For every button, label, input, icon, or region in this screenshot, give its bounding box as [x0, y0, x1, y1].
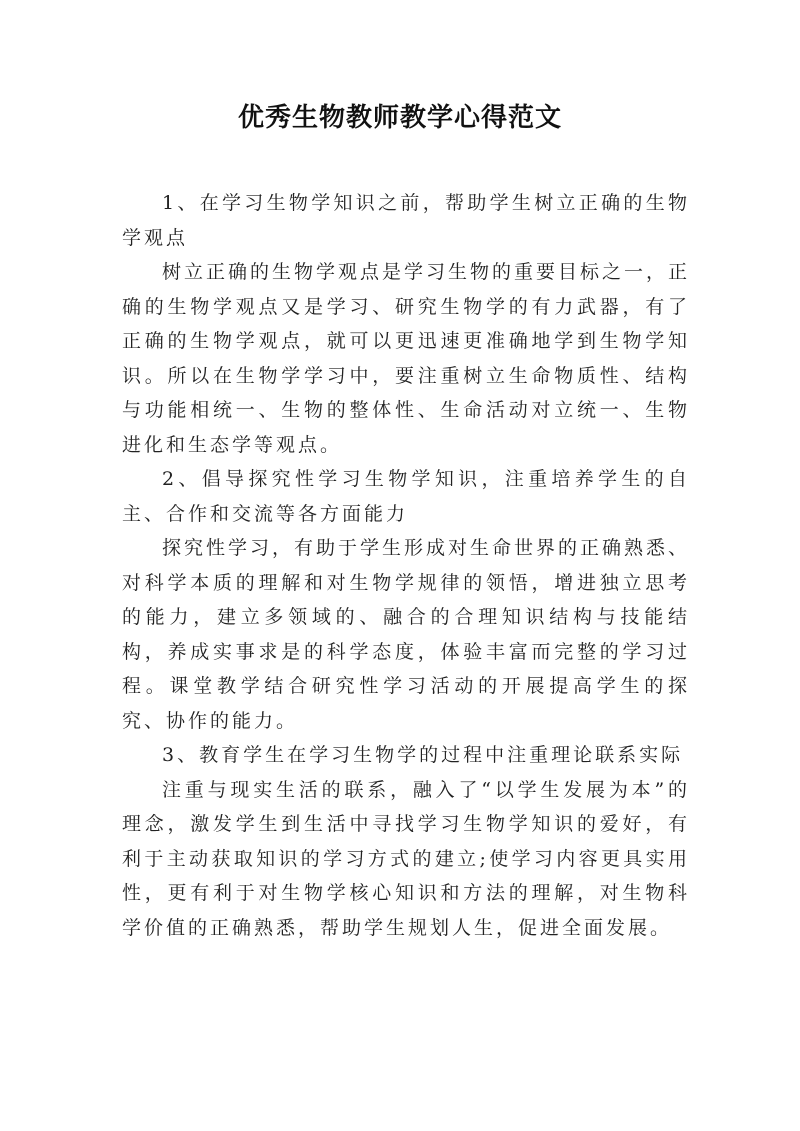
paragraph-3: 注重与现实生活的联系，融入了“以学生发展为本”的理念，激发学生到生活中寻找学习生物学知识的爱好，有利于主动获取知识的学习方式的建立;使学习内容更具实用性，更有利于对生物学核心知识和方法的理解，对生物科学价值的正确熟悉，帮助学生规划人生，促进全面发展。 — [122, 778, 690, 939]
paragraph-1: 树立正确的生物学观点是学习生物的重要目标之一，正确的生物学观点又是学习、研究生物学的有力武器，有了正确的生物学观点，就可以更迅速更准确地学到生物学知识。所以在生物学学习中，要注重树立生命物质性、结构与功能相统一、生物的整体性、生命活动对立统一、生物进化和生态学等观点。 — [122, 261, 691, 456]
section-heading-1: 1、在学习生物学知识之前，帮助学生树立正确的生物学观点 — [122, 192, 690, 249]
section-heading-2: 2、倡导探究性学习生物学知识，注重培养学生的自主、合作和交流等各方面能力 — [122, 468, 690, 525]
paragraph-2: 探究性学习，有助于学生形成对生命世界的正确熟悉、对科学本质的理解和对生物学规律的领悟，增进独立思考的能力，建立多领域的、融合的合理知识结构与技能结构，养成实事求是的科学态度，体验丰富而完整的学习过程。课堂教学结合研究性学习活动的开展提高学生的探究、协作的能力。 — [122, 537, 691, 732]
document-body — [122, 186, 690, 945]
page-title: 优秀生物教师教学心得范文 — [237, 103, 562, 133]
section-heading-3: 3、教育学生在学习生物学的过程中注重理论联系实际 — [162, 744, 684, 766]
